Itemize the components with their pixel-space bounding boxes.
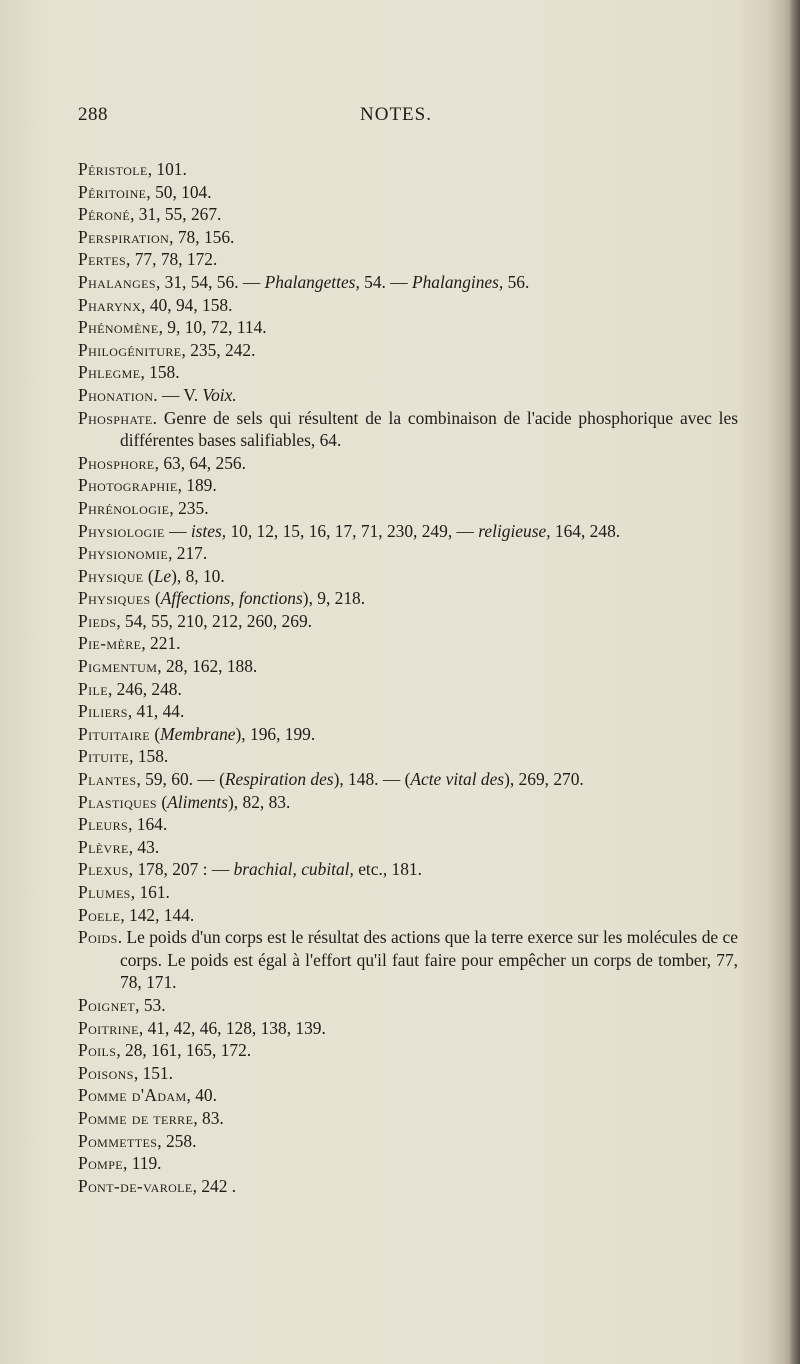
entry-text: . Genre de sels qui résultent de la combinaison de l'acide phosphorique avec les différentes bases salifiables, 64. [120, 407, 738, 451]
entry-headword: Péristole [78, 159, 148, 179]
entry-text: , 164. [128, 814, 168, 835]
entry-text: , 43. [128, 836, 160, 857]
index-entry [78, 587, 738, 610]
entry-headword: Plumes [78, 882, 131, 902]
entry-text: , 78, 156. [169, 226, 235, 247]
index-entry [78, 836, 738, 859]
entry-text: , 142, 144. [120, 904, 195, 925]
page-number: 288 [78, 104, 108, 125]
entry-text: ), 8, 10. [171, 565, 225, 586]
index-entry [78, 723, 738, 746]
index-list [78, 158, 738, 1197]
entry-headword: Pieds [78, 610, 117, 631]
entry-text: , 28, 162, 188. [157, 656, 258, 677]
entry-text: , 242 . [192, 1175, 237, 1196]
entry-headword: Phonation [78, 384, 154, 405]
index-entry [78, 610, 738, 633]
entry-text: 164, 248. [550, 520, 621, 541]
entry-text: , 83. [193, 1107, 224, 1128]
entry-headword: Phrénologie [78, 497, 170, 518]
index-entry [78, 181, 738, 204]
entry-headword: Phosphore [78, 452, 155, 473]
entry-text: etc., 181. [353, 859, 422, 880]
index-entry [78, 542, 738, 565]
index-entry [78, 881, 738, 904]
index-entry [78, 452, 738, 475]
index-entry [78, 745, 738, 768]
index-entry [78, 1130, 738, 1153]
entry-text: , 151. [133, 1062, 173, 1083]
entry-headword: Physique [78, 565, 144, 586]
entry-headword: Poitrine [78, 1017, 139, 1038]
entry-text: , 31, 54, 56. — [155, 271, 265, 292]
index-entry [78, 791, 738, 814]
index-entry [78, 407, 738, 452]
entry-text: , 28, 161, 165, 172. [116, 1040, 252, 1061]
entry-italic: Le [153, 565, 172, 586]
entry-text: , 59, 60. — ( [136, 769, 225, 790]
entry-text: , 178, 207 : — [128, 859, 234, 880]
entry-text: , 258. [157, 1130, 197, 1151]
index-entry [78, 858, 738, 881]
entry-text: , 31, 55, 267. [130, 204, 222, 225]
index-entry [78, 1175, 738, 1198]
entry-headword: Pomme de terre [78, 1107, 194, 1128]
entry-italic: Acte vital des [410, 769, 505, 790]
entry-headword: Pharynx [78, 294, 142, 315]
page-edge-shadow [790, 0, 800, 1364]
index-entry [78, 1017, 738, 1040]
entry-headword: Péritoine [78, 181, 147, 202]
index-entry [78, 294, 738, 317]
entry-italic: Voix. [202, 384, 237, 405]
entry-text: ), 148. — ( [333, 769, 411, 790]
entry-text: , 54, 55, 210, 212, 260, 269. [116, 610, 312, 631]
entry-italic: Membrane [160, 723, 236, 744]
entry-text: , 119. [123, 1153, 162, 1174]
entry-headword: Pile [78, 678, 108, 699]
index-entry [78, 520, 738, 543]
entry-headword: Physiologie [78, 520, 165, 541]
entry-text: , 235. [169, 497, 209, 518]
entry-headword: Poignet [78, 994, 136, 1015]
entry-headword: Pituite [78, 746, 130, 767]
index-entry [78, 904, 738, 927]
entry-headword: Physiques [78, 588, 151, 609]
entry-headword: Pomme d'Adam [78, 1085, 187, 1106]
entry-headword: Pituitaire [78, 723, 151, 744]
entry-text: , 77, 78, 172. [126, 249, 218, 270]
entry-italic: brachial, cubital, [233, 859, 354, 880]
index-entry [78, 384, 738, 407]
index-entry [78, 226, 738, 249]
index-entry [78, 700, 738, 723]
entry-text: 10, 12, 15, 16, 17, 71, 230, 249, — [226, 520, 479, 541]
entry-headword: Pommettes [78, 1130, 158, 1151]
entry-text: , 158. [140, 362, 180, 383]
entry-headword: Perspiration [78, 226, 170, 247]
entry-text: , 221. [141, 633, 181, 654]
index-entry [78, 632, 738, 655]
entry-text: ), 269, 270. [504, 769, 584, 790]
index-entry [78, 203, 738, 226]
entry-headword: Photographie [78, 475, 178, 496]
entry-italic: religieuse, [478, 520, 551, 541]
index-entry [78, 316, 738, 339]
page-header [78, 104, 738, 132]
entry-text: , 9, 10, 72, 114. [158, 317, 267, 338]
index-entry [78, 1084, 738, 1107]
entry-headword: Phalanges [78, 271, 156, 292]
index-entry [78, 339, 738, 362]
index-entry [78, 361, 738, 384]
entry-text: — [164, 520, 191, 541]
index-entry [78, 1107, 738, 1130]
entry-text: ), 9, 218. [302, 588, 366, 609]
entry-text: , 63, 64, 256. [154, 452, 246, 473]
entry-headword: Pigmentum [78, 656, 158, 677]
entry-headword: Poids [78, 927, 118, 948]
entry-headword: Pompe [78, 1153, 124, 1174]
index-entry [78, 474, 738, 497]
entry-headword: Philogéniture [78, 339, 182, 360]
entry-headword: Plèvre [78, 836, 129, 857]
index-entry [78, 248, 738, 271]
entry-headword: Plantes [78, 769, 137, 790]
entry-text: , 50, 104. [146, 181, 212, 202]
index-entry [78, 813, 738, 836]
index-entry [78, 1062, 738, 1085]
entry-headword: Pont-de-varole [78, 1175, 193, 1196]
entry-text: 54. — [359, 271, 412, 292]
index-entry [78, 994, 738, 1017]
entry-text: , 41, 44. [127, 701, 185, 722]
entry-headword: Péroné [78, 204, 131, 225]
index-entry [78, 158, 738, 181]
entry-text: ( [143, 565, 154, 586]
entry-italic: Aliments [167, 791, 229, 812]
index-entry [78, 768, 738, 791]
entry-headword: Piliers [78, 701, 128, 722]
entry-headword: Poils [78, 1040, 117, 1061]
entry-italic: Affections, fonctions [160, 588, 303, 609]
index-entry [78, 1039, 738, 1062]
entry-headword: Pleurs [78, 814, 129, 835]
entry-headword: Plastiques [78, 791, 158, 812]
entry-text: , 41, 42, 46, 128, 138, 139. [138, 1017, 326, 1038]
index-entry [78, 1152, 738, 1175]
entry-text: , 161. [130, 882, 170, 902]
index-entry [78, 926, 738, 994]
entry-text: . Le poids d'un corps est le résultat des actions que la terre exerce sur les molécules de ce corps. Le poids est égal à l'effort qu'il faut faire pour empêcher un corps de tomber, 77, 78, 171. [117, 927, 738, 993]
entry-headword: Poele [78, 904, 121, 925]
entry-text: 56. [503, 271, 530, 292]
entry-text: ( [157, 791, 168, 812]
entry-italic: istes, [190, 520, 227, 541]
entry-text: , 246, 248. [107, 678, 182, 699]
entry-italic: Respiration des [224, 769, 334, 790]
index-entry [78, 271, 738, 294]
index-entry [78, 678, 738, 701]
entry-text: . — V. [153, 384, 203, 405]
entry-text: , 40. [186, 1085, 217, 1106]
index-entry [78, 497, 738, 520]
index-entry [78, 655, 738, 678]
entry-headword: Phlegme [78, 362, 141, 383]
entry-headword: Pie-mère [78, 633, 142, 654]
entry-headword: Phosphate [78, 407, 153, 428]
entry-text: , 40, 94, 158. [141, 294, 233, 315]
entry-text: ( [150, 723, 161, 744]
entry-headword: Poisons [78, 1062, 134, 1083]
entry-text: , 189. [177, 475, 217, 496]
entry-italic: Phalangines, [411, 271, 504, 292]
entry-headword: Plexus [78, 859, 129, 880]
entry-text: , 217. [168, 543, 208, 564]
entry-text: , 158. [129, 746, 169, 767]
entry-italic: Phalangettes, [264, 271, 360, 292]
entry-headword: Pertes [78, 249, 127, 270]
running-title: NOTES. [360, 104, 432, 125]
entry-text: ), 196, 199. [235, 723, 316, 744]
index-entry [78, 565, 738, 588]
entry-text: ( [150, 588, 161, 609]
entry-text: , 235, 242. [181, 339, 256, 360]
entry-headword: Physionomie [78, 543, 169, 564]
entry-headword: Phénomène [78, 317, 159, 338]
entry-text: ), 82, 83. [228, 791, 291, 812]
entry-text: , 53. [135, 994, 166, 1015]
entry-text: , 101. [147, 159, 187, 179]
